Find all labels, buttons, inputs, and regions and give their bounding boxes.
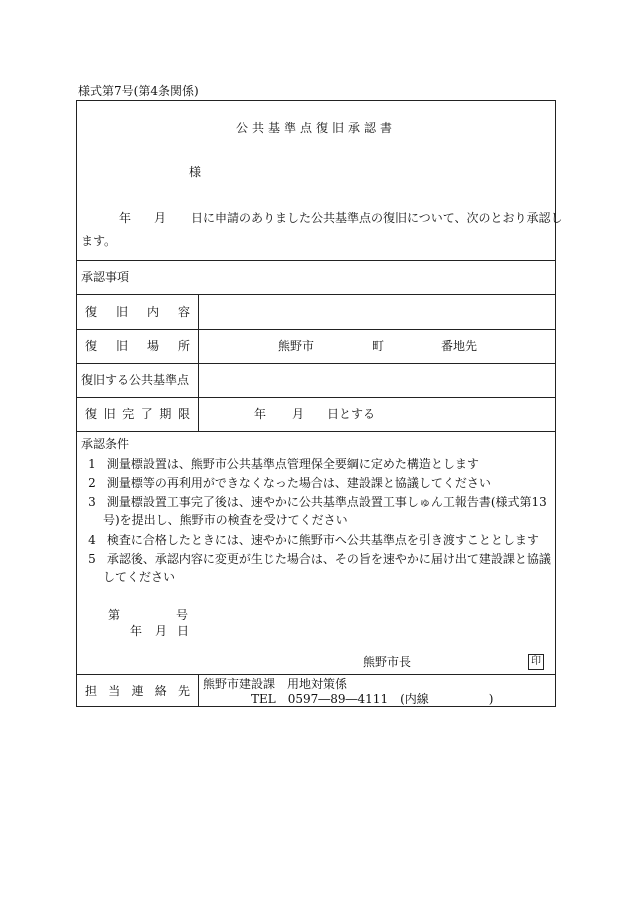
column-divider [198, 294, 199, 431]
conditions-heading: 承認条件 [81, 437, 130, 451]
form-title: 公共基準点復旧承認書 [235, 121, 396, 135]
issue-month: 月 [155, 624, 168, 638]
condition-item-4: 4 検査に合格したときには、速やかに熊野市へ公共基準点を引き渡すこととします [88, 533, 539, 547]
mayor-title: 熊野市長 [363, 655, 412, 669]
place-city: 熊野市 [278, 339, 315, 353]
divider [77, 397, 555, 398]
issue-no-prefix: 第 [108, 608, 121, 622]
contact-label: 担 当 連 絡 先 [85, 684, 190, 698]
condition-item-1: 1 測量標設置は、熊野市公共基準点管理保全要綱に定めた構造とします [88, 457, 479, 471]
divider [77, 431, 555, 432]
form-reference: 様式第7号(第4条関係) [78, 84, 199, 98]
body-year: 年 [119, 211, 132, 225]
divider [77, 363, 555, 364]
issue-day: 日 [177, 624, 190, 638]
deadline-day: 日とする [327, 407, 376, 421]
divider [77, 294, 555, 295]
deadline-label: 復 旧 完 了 期 限 [85, 407, 190, 421]
point-label: 復旧する公共基準点 [81, 373, 190, 387]
approval-form [76, 100, 563, 707]
deadline-year: 年 [254, 407, 267, 421]
issue-no-suffix: 号 [176, 608, 189, 622]
condition-item-2: 2 測量標等の再利用ができなくなった場合は、建設課と協議してください [88, 476, 491, 490]
contact-tel: TEL 0597―89―4111 (内線 ) [251, 692, 494, 706]
column-divider [198, 674, 199, 707]
issue-year: 年 [130, 624, 143, 638]
divider [77, 329, 555, 330]
approval-items-label: 承認事項 [81, 270, 130, 284]
deadline-month: 月 [292, 407, 305, 421]
divider [77, 674, 555, 675]
content-field[interactable] [203, 305, 548, 319]
place-lot: 番地先 [441, 339, 478, 353]
addressee-suffix: 様 [189, 165, 202, 179]
place-label: 復 旧 場 所 [85, 339, 190, 353]
condition-item-5: 5 承認後、承認内容に変更が生じた場合は、その旨を速やかに届け出て建設課と協議 してください [88, 552, 551, 584]
place-town: 町 [372, 339, 385, 353]
body-text-line2: ます。 [81, 234, 117, 248]
body-text-line1: 日に申請のありました公共基準点の復旧について、次のとおり承認し [191, 211, 563, 225]
content-label: 復 旧 内 容 [85, 305, 190, 319]
seal-mark: 印 [528, 654, 544, 670]
contact-dept: 熊野市建設課 用地対策係 [203, 677, 348, 691]
body-month: 月 [154, 211, 167, 225]
point-field[interactable] [203, 373, 548, 387]
condition-item-3: 3 測量標設置工事完了後は、速やかに公共基準点設置工事しゅん工報告書(様式第13 号)を提出し、熊野市の検査を受けてください [88, 495, 547, 527]
divider [77, 260, 555, 261]
